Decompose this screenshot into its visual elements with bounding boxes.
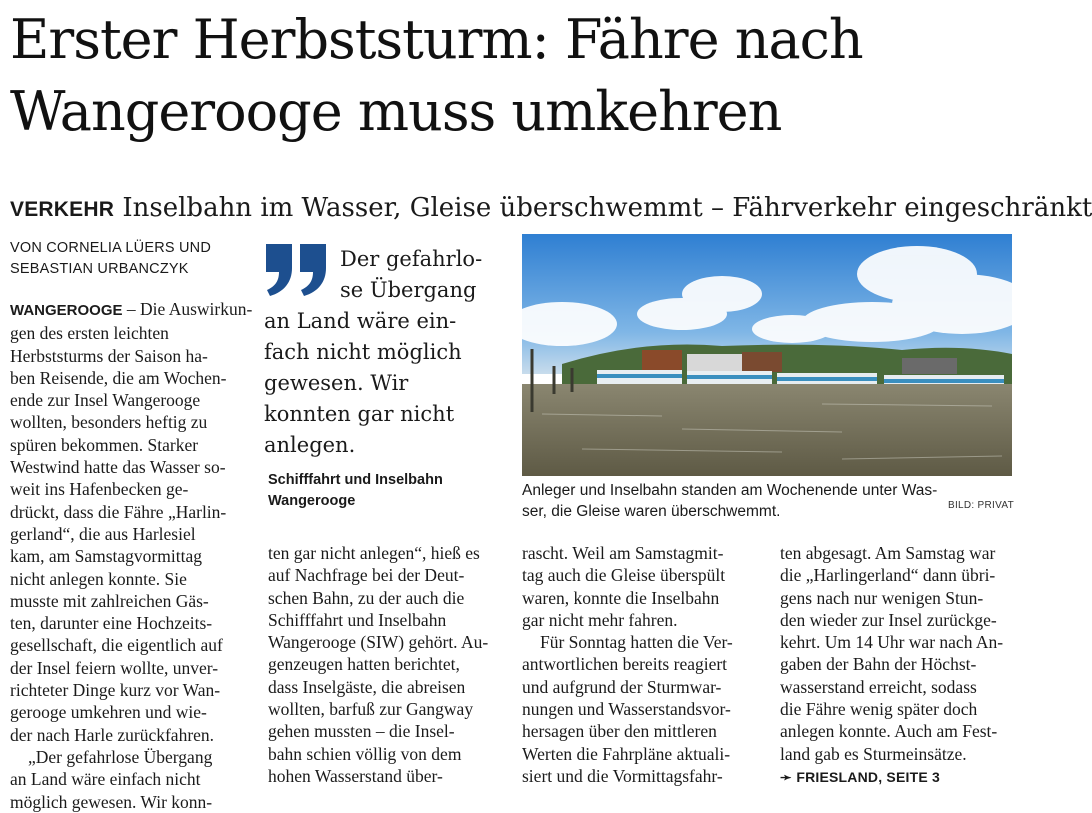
column-1	[10, 298, 253, 813]
text-line: gerooge umkehren und wie-	[10, 702, 207, 723]
text-line: „Der gefahrlose Übergang	[28, 746, 213, 767]
pull-quote	[264, 244, 504, 461]
text-line: ten, darunter eine Hochzeits-	[10, 613, 213, 634]
text-line: gens nach nur wenigen Stun-	[780, 587, 984, 608]
ferry-pier-photo	[522, 234, 1012, 476]
text-line: hersagen über den mittleren	[522, 721, 717, 742]
pull-quote-line: konnten gar nicht	[264, 402, 455, 426]
text-line: ben Reisende, die am Wochen-	[10, 367, 227, 388]
text-line: waren, konnte die Inselbahn	[522, 587, 720, 608]
headline-line-1: Erster Herbststurm: Fähre nach	[10, 8, 863, 71]
text-line: die Fähre wenig später doch	[780, 699, 978, 720]
photo-credit: BILD: PRIVAT	[947, 500, 1014, 511]
byline	[10, 238, 250, 280]
text-line: genzeugen hatten berichtet,	[268, 654, 460, 675]
pull-quote-line: anlegen.	[264, 433, 356, 457]
text-line: Für Sonntag hatten die Ver-	[540, 632, 733, 653]
column-2	[268, 542, 496, 787]
text-line: auf Nachfrage bei der Deut-	[268, 565, 465, 586]
building	[902, 358, 957, 374]
text-line: den wieder zur Insel zurückge-	[780, 609, 997, 630]
text-line: Werten die Fahrpläne aktuali-	[522, 743, 731, 764]
subheadline-text: Inselbahn im Wasser, Gleise überschwemmt – Fährverkehr eingeschränkt	[122, 193, 1092, 223]
kicker: VERKEHR	[10, 198, 115, 221]
text-line: gesellschaft, die eigentlich auf	[10, 635, 223, 656]
building	[642, 350, 682, 372]
text-line: nicht anlegen konnte. Sie	[10, 568, 187, 589]
text-line: bahn schien völlig von dem	[268, 743, 462, 764]
text-line: richteter Dinge kurz vor Wan-	[10, 680, 221, 701]
text-line: gerland“, die aus Harlesiel	[10, 523, 196, 544]
text-line: WANGEROOGE – Die Auswirkun-	[10, 299, 253, 319]
column-4	[780, 542, 1014, 788]
headline-line-2: Wangerooge muss umkehren	[10, 80, 782, 143]
text-line: Westwind hatte das Wasser so-	[10, 457, 226, 478]
text-line: möglich gewesen. Wir konn-	[10, 791, 213, 812]
text-line: drückt, dass die Fähre „Harlin-	[10, 501, 227, 522]
text-line: wasserstand erreicht, sodass	[780, 676, 977, 697]
text-line: an Land wäre einfach nicht	[10, 769, 201, 790]
text-line: gar nicht mehr fahren.	[522, 609, 678, 630]
text-line: spüren bekommen. Starker	[10, 434, 199, 455]
pull-quote-line: gewesen. Wir	[264, 371, 409, 395]
byline-line: SEBASTIAN URBANCZYK	[10, 261, 189, 277]
text-line: tag auch die Gleise überspült	[522, 565, 726, 586]
text-line: antwortlichen bereits reagiert	[522, 654, 728, 675]
pull-quote-line: fach nicht möglich	[264, 340, 462, 364]
pull-quote-line: an Land wäre ein-	[264, 309, 457, 333]
text-line: Wangerooge (SIW) gehört. Au-	[268, 632, 489, 653]
text-line: siert und die Vormittagsfahr-	[522, 765, 723, 786]
text-line: weit ins Hafenbecken ge-	[10, 479, 189, 500]
text-line: dass Inselgäste, die abreisen	[268, 676, 466, 697]
text-line: ten abgesagt. Am Samstag war	[780, 543, 996, 563]
text-line: musste mit zahlreichen Gäs-	[10, 590, 209, 611]
see-also-text: FRIESLAND, SEITE 3	[796, 768, 940, 785]
see-also-reference	[780, 765, 1014, 788]
text-line: land gab es Sturmeinsätze.	[780, 743, 967, 764]
text-line: rascht. Weil am Samstagmit-	[522, 543, 724, 563]
text-line: der nach Harle zurückfahren.	[10, 724, 215, 745]
caption-line: Anleger und Inselbahn standen am Wochenende unter Was-	[522, 482, 938, 499]
text-line: gehen mussten – die Insel-	[268, 721, 455, 742]
text-line: Schifffahrt und Inselbahn	[268, 609, 447, 630]
text-line: Herbststurms der Saison ha-	[10, 345, 208, 366]
pull-quote-source: Schifffahrt und Inselbahn Wangerooge	[268, 472, 443, 509]
text-line: gen des ersten leichten	[10, 323, 169, 344]
text-line: kam, am Samstagvormittag	[10, 546, 202, 567]
pull-quote-line: se Übergang	[340, 278, 477, 302]
byline-line: VON CORNELIA LÜERS UND	[10, 240, 211, 256]
text-line: die „Harlingerland“ dann übri-	[780, 565, 996, 586]
dateline: WANGEROOGE	[10, 302, 123, 319]
text-line: hohen Wasserstand über-	[268, 765, 443, 786]
text-line: wollten, barfuß zur Gangway	[268, 699, 474, 720]
headline	[10, 4, 1014, 148]
photo-caption	[522, 480, 1014, 522]
pull-quote-line: Der gefahrlo-	[340, 247, 483, 271]
caption-line: ser, die Gleise waren überschwemmt.	[522, 503, 781, 520]
text-line: ende zur Insel Wangerooge	[10, 390, 201, 411]
text-line: wollten, besonders heftig zu	[10, 412, 208, 433]
text-line: ten gar nicht anlegen“, hieß es	[268, 543, 480, 563]
text-line: kehrt. Um 14 Uhr war nach An-	[780, 632, 1004, 653]
text-line: anlegen konnte. Auch am Fest-	[780, 721, 998, 742]
arrow-right-icon: ➛	[780, 768, 792, 785]
flooded-water	[522, 384, 1012, 476]
text-line: schen Bahn, zu der auch die	[268, 587, 465, 608]
building	[742, 352, 782, 372]
column-3	[522, 542, 754, 787]
text-line: gaben der Bahn der Höchst-	[780, 654, 977, 675]
text-line: der Insel feiern wollte, unver-	[10, 657, 219, 678]
building	[687, 354, 742, 372]
text-line: und aufgrund der Sturmwar-	[522, 676, 722, 697]
text-line: nungen und Wasserstandsvor-	[522, 699, 731, 720]
subheadline	[10, 192, 1092, 226]
